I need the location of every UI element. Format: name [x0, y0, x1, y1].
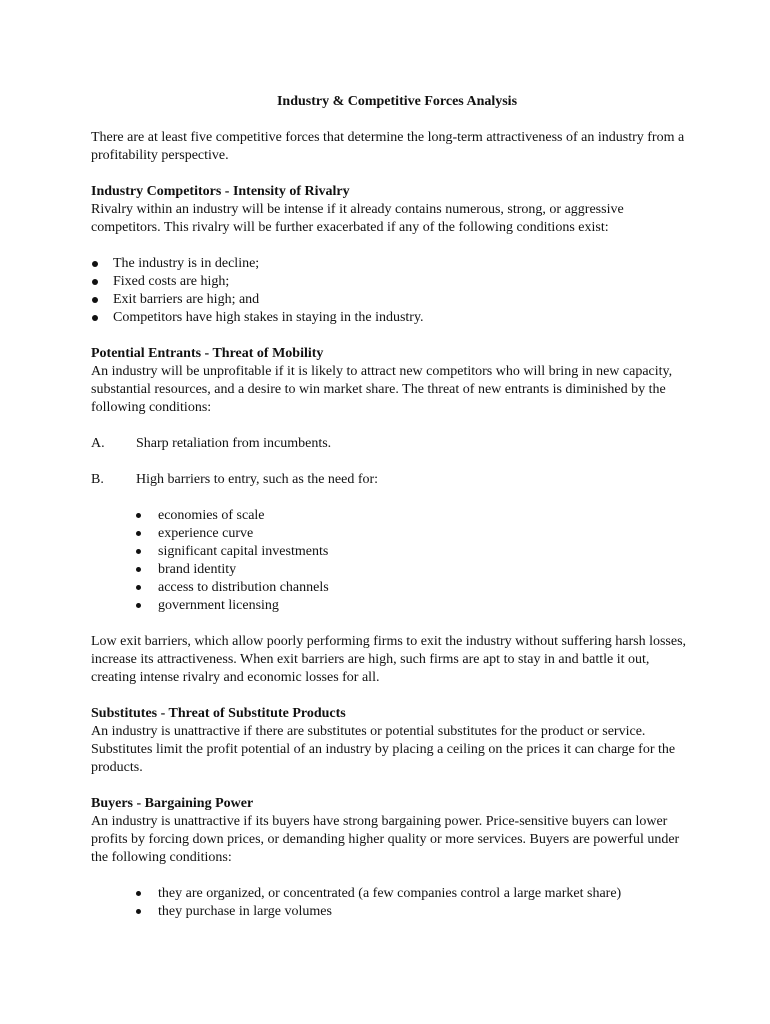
list-item: brand identity [135, 561, 691, 579]
item-letter: A. [91, 436, 105, 451]
buyer-conditions-list [91, 885, 691, 921]
list-item: access to distribution channels [135, 579, 691, 597]
lettered-item-a [91, 435, 691, 453]
item-text: Sharp retaliation from incumbents. [136, 436, 332, 451]
list-item: they are organized, or concentrated (a few companies control a large market share) [135, 885, 691, 903]
rivalry-text: Rivalry within an industry will be intense if it already contains numerous, strong, or aggressive competitors. This rivalry will be further exacerbated if any of the following conditions exist: [91, 202, 624, 235]
list-item: The industry is in decline; [91, 255, 691, 273]
rivalry-conditions-list [91, 255, 691, 327]
entrants-section [91, 345, 691, 615]
entrants-heading: Potential Entrants - Threat of Mobility [91, 346, 324, 361]
list-item: Exit barriers are high; and [91, 291, 691, 309]
document-title: Industry & Competitive Forces Analysis [276, 94, 518, 109]
item-text: High barriers to entry, such as the need for: [136, 472, 379, 487]
buyers-section [91, 795, 691, 921]
item-letter: B. [91, 472, 104, 487]
list-item: they purchase in large volumes [135, 903, 691, 921]
list-item: significant capital investments [135, 543, 691, 561]
exit-barriers-paragraph: Low exit barriers, which allow poorly performing firms to exit the industry without suffering harsh losses, increase its attractiveness. When exit barriers are high, such firms are apt to stay in and battle it out, creating intense rivalry and economic losses for all. [91, 634, 687, 685]
substitutes-text: An industry is unattractive if there are substitutes or potential substitutes for the product or service. Substitutes limit the profit potential of an industry by placing a ceiling on the prices it can charge for the products. [91, 724, 676, 775]
lettered-item-b [91, 471, 691, 489]
buyers-text: An industry is unattractive if its buyers have strong bargaining power. Price-sensitive buyers can lower profits by forcing down prices, or demanding higher quality or more services. Buyers are powerful under the following conditions: [91, 814, 680, 865]
entrants-text: An industry will be unprofitable if it is likely to attract new competitors who will bring in new capacity, substantial resources, and a desire to win market share. The threat of new entrants is diminished by the following conditions: [91, 364, 673, 415]
list-item: Competitors have high stakes in staying in the industry. [91, 309, 691, 327]
buyers-heading: Buyers - Bargaining Power [91, 796, 254, 811]
rivalry-section [91, 183, 691, 327]
document-page [91, 93, 691, 939]
substitutes-heading: Substitutes - Threat of Substitute Products [91, 706, 346, 721]
substitutes-section [91, 705, 691, 777]
list-item: experience curve [135, 525, 691, 543]
rivalry-heading: Industry Competitors - Intensity of Rivalry [91, 184, 350, 199]
list-item: government licensing [135, 597, 691, 615]
entry-barriers-list [91, 507, 691, 615]
list-item: Fixed costs are high; [91, 273, 691, 291]
list-item: economies of scale [135, 507, 691, 525]
intro-paragraph: There are at least five competitive forces that determine the long-term attractiveness of an industry from a profitability perspective. [91, 130, 685, 163]
